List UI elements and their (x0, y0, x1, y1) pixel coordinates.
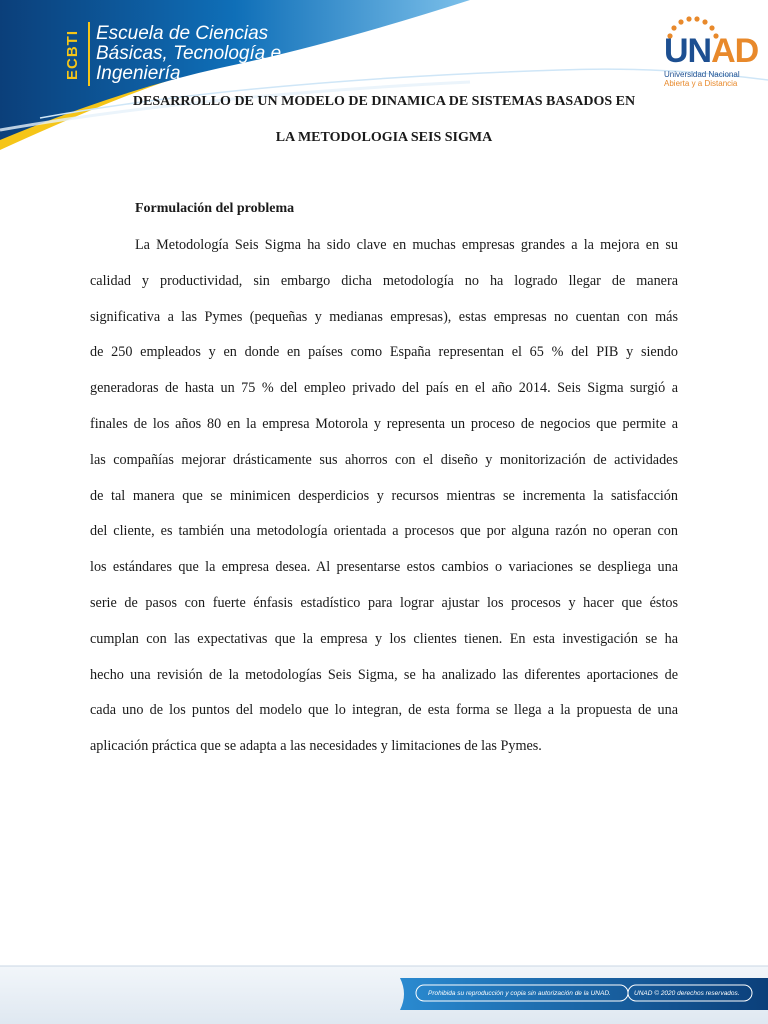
paragraph-line: cada uno de los puntos del modelo que lo integran, de esta forma se llega a la propuesta de una (90, 702, 678, 719)
section-heading: Formulación del problema (135, 201, 295, 216)
footer-copy-notice: Prohibida su reproducción y copia sin autorización de la UNAD. (428, 990, 611, 997)
document-title-line2: LA METODOLOGIA SEIS SIGMA (275, 130, 493, 145)
ecbti-divider (88, 22, 90, 86)
body-paragraph (90, 228, 678, 765)
unad-wordmark (664, 32, 758, 71)
paragraph-line: significativa a las Pymes (pequeñas y medianas empresas), estas empresas no cuentan con más (90, 308, 678, 325)
header-banner (0, 0, 768, 150)
paragraph-line: cumplan con las expectativas que la empresa y los clientes tienen. En esta investigación se ha (90, 630, 678, 647)
paragraph-line: de tal manera que se minimicen desperdicios y recursos mientras se incrementa la satisfacción (90, 487, 678, 504)
paragraph-line: de 250 empleados y en donde en países como España representan el 65 % del PIB y siendo (90, 344, 678, 361)
paragraph-line: La Metodología Seis Sigma ha sido clave en muchas empresas grandes a la mejora en su (135, 237, 678, 253)
paragraph-line: finales de los años 80 en la empresa Motorola y representa un proceso de negocios que permite a (90, 415, 678, 432)
paragraph-line: aplicación práctica que se adapta a las necesidades y limitaciones de las Pymes. (90, 738, 542, 755)
paragraph-line: del cliente, es también una metodología orientada a procesos que por alguna razón no operan con (90, 523, 678, 540)
footer-banner (0, 958, 768, 1024)
footer-rights: UNAD © 2020 derechos reservados. (634, 990, 740, 997)
paragraph-line: los estándares que la empresa desea. Al presentarse estos cambios o variaciones se despliega una (90, 559, 678, 576)
school-name-line: Escuela de Ciencias (96, 23, 269, 44)
unad-tagline (664, 70, 764, 88)
unad-tagline-line1: Universidad Nacional (664, 70, 740, 79)
paragraph-line: serie de pasos con fuerte énfasis estadístico para lograr ajustar los procesos y hacer que éstos (90, 594, 678, 611)
unad-wordmark-un: UN (664, 32, 712, 70)
unad-wordmark-ad: AD (711, 32, 759, 70)
unad-tagline-line2: Abierta y a Distancia (664, 79, 738, 88)
school-name (96, 24, 281, 84)
document-title-line1: DESARROLLO DE UN MODELO DE DINAMICA DE SISTEMAS BASADOS EN (132, 94, 636, 109)
school-name-line: Ingeniería (96, 63, 181, 84)
ecbti-acronym: ECBTI (64, 30, 81, 80)
paragraph-line: generadoras de hasta un 75 % del empleo privado del país en el año 2014. Seis Sigma surgió a (90, 380, 678, 397)
paragraph-line: calidad y productividad, sin embargo dicha metodología no ha logrado llegar de manera (90, 272, 678, 289)
paragraph-line: las compañías mejorar drásticamente sus ahorros con el diseño y monitorización de actividades (90, 451, 678, 468)
paragraph-line: hecho una revisión de la metodologías Seis Sigma, se ha analizado las diferentes aportaciones de (90, 666, 678, 683)
school-name-line: Básicas, Tecnología e (96, 43, 282, 64)
unad-logo (656, 14, 759, 94)
